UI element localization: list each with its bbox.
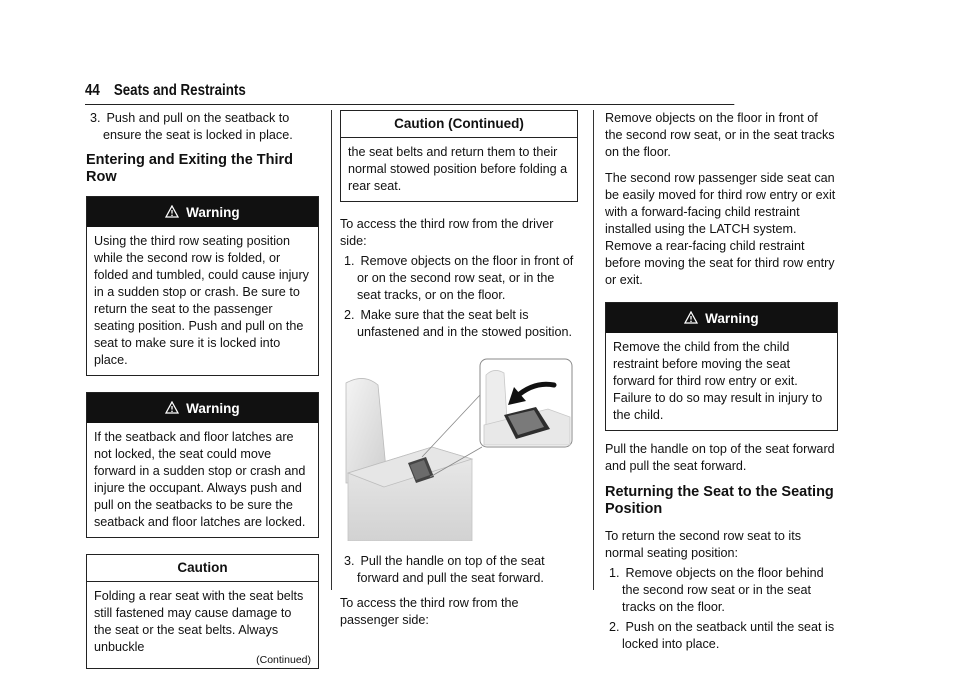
- section-title: Seats and Restraints: [113, 82, 246, 99]
- page-number: 44: [85, 82, 100, 99]
- warning-text: Using the third row seating position while the second row is folded, or folded and tumbled, could cause injury in a sudden stop or crash. Be sure to return the seat to the passenger seating position. Push and pull on the seat to make sure it is locked into place.: [94, 234, 309, 367]
- paragraph: Pull the handle on top of the seat forward and pull the seat forward.: [605, 442, 835, 473]
- warning-header: Warning: [87, 393, 318, 423]
- caution-box: [340, 110, 578, 202]
- caution-text: Folding a rear seat with the seat belts still fastened may cause damage to the seat or the seat belts. Always unbuckle: [94, 589, 304, 654]
- paragraph: To access the third row from the driver side:: [340, 217, 554, 248]
- seat-handle-illustration: [344, 355, 576, 541]
- caution-header: Caution (Continued): [341, 111, 577, 138]
- page-header: [85, 82, 734, 105]
- column-3: [605, 110, 838, 661]
- caution-text: the seat belts and return them to their normal stowed position before folding a rear seat.: [348, 145, 568, 193]
- warning-box: [605, 302, 838, 431]
- continued-label: (Continued): [256, 654, 311, 666]
- step-item: 1. Remove objects on the floor behind the second row seat or in the seat tracks on the floor.: [609, 566, 824, 614]
- step-item: 2. Push on the seatback until the seat is locked into place.: [609, 620, 835, 651]
- step-item: 1. Remove objects on the floor in front of or on the second row seat, or in the seat tracks, or on the floor.: [344, 254, 574, 302]
- warning-header: Warning: [87, 197, 318, 227]
- caution-header: Caution: [87, 555, 318, 582]
- warning-triangle-icon: [165, 394, 179, 426]
- caution-box: [86, 554, 319, 669]
- warning-triangle-icon: [165, 198, 179, 230]
- paragraph: Remove objects on the floor in front of the second row seat, or in the seat tracks on the floor.: [605, 111, 835, 159]
- column-2: [340, 110, 578, 638]
- warning-text: If the seatback and floor latches are not locked, the seat could move forward in a sudden stop or crash and injure the occupant. Always push and pull on the seatbacks to be sure the seatback and floor latches are locked.: [94, 430, 306, 529]
- warning-triangle-icon: [684, 304, 698, 336]
- step-item: 2. Make sure that the seat belt is unfastened and in the stowed position.: [344, 308, 572, 339]
- paragraph: To access the third row from the passenger side:: [340, 596, 519, 627]
- section-heading: Returning the Seat to the Seating Position: [605, 484, 834, 517]
- paragraph: To return the second row seat to its normal seating position:: [605, 529, 802, 560]
- column-1: [86, 110, 319, 669]
- warning-box: [86, 392, 319, 538]
- paragraph: The second row passenger side seat can be easily moved for third row entry or exit with a forward-facing child restraint installed using the LATCH system. Remove a rear-facing child restraint before moving the seat for third row entry or exit.: [605, 171, 836, 287]
- warning-text: Remove the child from the child restraint before moving the seat forward for third row entry or exit. Failure to do so may result in injury to the child.: [613, 340, 823, 422]
- section-heading: Entering and Exiting the Third Row: [86, 152, 294, 185]
- warning-header: Warning: [606, 303, 837, 333]
- column-divider: [331, 110, 332, 590]
- step-item: 3. Pull the handle on top of the seat forward and pull the seat forward.: [344, 554, 545, 585]
- step-item: 3. Push and pull on the seatback to ensure the seat is locked in place.: [90, 111, 293, 142]
- warning-box: [86, 196, 319, 376]
- column-divider: [593, 110, 594, 590]
